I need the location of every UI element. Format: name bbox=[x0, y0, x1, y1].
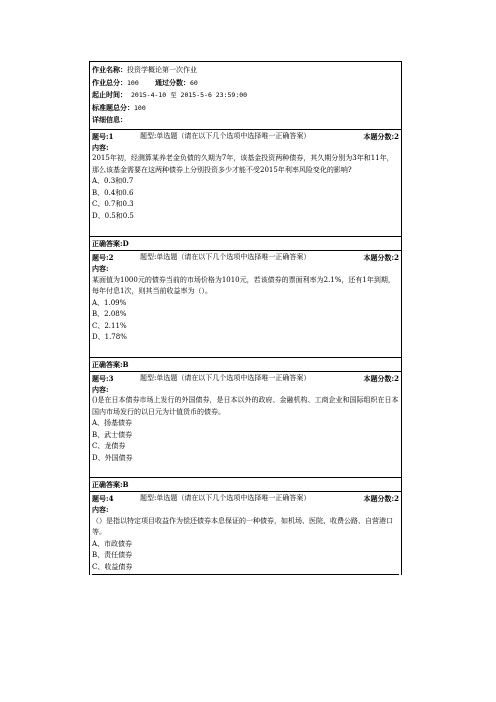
homework-table bbox=[89, 61, 402, 575]
option-a: A、扬基债券 bbox=[92, 419, 133, 427]
question-content: ()是在日本债券市场上发行的外国债券，是日本以外的政府、金融机构、工商企业和国际组织在日本国内市场发行的以日元为计值货币的债券。 bbox=[92, 396, 399, 416]
option-b: B、责任债券 bbox=[92, 551, 133, 559]
question-block bbox=[90, 250, 401, 357]
content-label: 内容: bbox=[92, 142, 109, 152]
homework-sheet bbox=[89, 61, 402, 575]
std-score-row bbox=[92, 102, 399, 115]
total-score-label: 作业总分： bbox=[92, 77, 127, 87]
question-type: 题型:单选题（请在以下几个选项中选择唯一正确答案） bbox=[140, 494, 311, 502]
option-a: A、市政债券 bbox=[92, 539, 133, 548]
correct-answer: 正确答案:B bbox=[90, 477, 401, 491]
question-block bbox=[90, 129, 401, 237]
question-type: 题型:单选题（请在以下几个选项中选择唯一正确答案） bbox=[140, 131, 311, 140]
pass-score-label: 通过分数： bbox=[154, 77, 190, 87]
question-type: 题型:单选题（请在以下几个选项中选择唯一正确答案） bbox=[140, 373, 311, 382]
homework-header bbox=[90, 62, 401, 129]
option-c: C、龙债券 bbox=[92, 442, 126, 450]
option-b: B、0.4和0.6 bbox=[92, 188, 134, 197]
content-label: 内容: bbox=[92, 384, 109, 394]
question-number: 题号:3 bbox=[92, 373, 114, 383]
question-number: 题号:4 bbox=[92, 494, 114, 503]
content-label: 内容: bbox=[92, 264, 109, 273]
question-content: （）是指以特定项目收益作为偿还债券本息保证的一种债券，如机场、医院、收费公路、自营港口等。 bbox=[92, 516, 393, 536]
question-type: 题型:单选题（请在以下几个选项中选择唯一正确答案） bbox=[140, 253, 311, 261]
homework-name-label: 作业名称： bbox=[92, 65, 127, 74]
question-number: 题号:1 bbox=[92, 131, 114, 141]
question-score: 本题分数:2 bbox=[363, 131, 399, 141]
time-row bbox=[92, 89, 399, 102]
option-a: A、1.09% bbox=[92, 298, 127, 307]
option-d: D、1.78% bbox=[92, 333, 127, 341]
option-b: B、2.08% bbox=[92, 310, 127, 318]
question-block bbox=[90, 371, 401, 478]
question-header bbox=[92, 131, 399, 142]
time-value: 2015-4-10 至 2015-5-6 23:59:00 bbox=[131, 91, 248, 99]
option-b: B、武士债券 bbox=[92, 430, 133, 439]
option-a: A、0.3和0.7 bbox=[92, 177, 134, 185]
question-header bbox=[92, 252, 399, 263]
correct-answer: 正确答案:B bbox=[90, 357, 401, 371]
question-header bbox=[92, 373, 399, 384]
total-score-value: 100 bbox=[127, 78, 139, 87]
detail-label: 详细信息： bbox=[92, 115, 127, 124]
option-c: C、收益债券 bbox=[92, 562, 399, 576]
question-number: 题号:2 bbox=[92, 253, 114, 262]
homework-name-row bbox=[92, 64, 399, 77]
content-label: 内容: bbox=[92, 505, 109, 514]
question-header bbox=[92, 493, 399, 504]
option-d: D、0.5和0.5 bbox=[92, 211, 134, 220]
pass-score-value: 60 bbox=[189, 78, 198, 87]
option-d: D、外国债券 bbox=[92, 453, 133, 462]
option-c: C、2.11% bbox=[92, 321, 127, 330]
question-content: 某面值为1000元的债券当前的市场价格为1010元，若该债券的票面利率为2.1%，还有1年到期，每年付息1次，则其当前收益率为（）。 bbox=[92, 275, 395, 295]
question-block bbox=[90, 491, 401, 575]
time-label: 起止时间： bbox=[92, 90, 127, 99]
std-score-value: 100 bbox=[134, 103, 146, 112]
std-score-label: 标准题总分： bbox=[92, 102, 134, 112]
question-score: 本题分数:2 bbox=[363, 373, 399, 383]
question-score: 本题分数:2 bbox=[363, 494, 399, 503]
question-score: 本题分数:2 bbox=[363, 253, 399, 262]
correct-answer: 正确答案:D bbox=[90, 236, 401, 250]
option-c: C、0.7和0.3 bbox=[92, 200, 134, 208]
homework-name-value: 投资学概论第一次作业 bbox=[127, 66, 197, 74]
question-content: 2015年初，经测算某养老金负债的久期为7年，该基金投资两种债券，其久期分别为3年和11年，那么该基金需要在这两种债券上分别投资多少才能不受2015年利率风险变化的影响? bbox=[92, 154, 394, 174]
score-row bbox=[92, 77, 399, 90]
